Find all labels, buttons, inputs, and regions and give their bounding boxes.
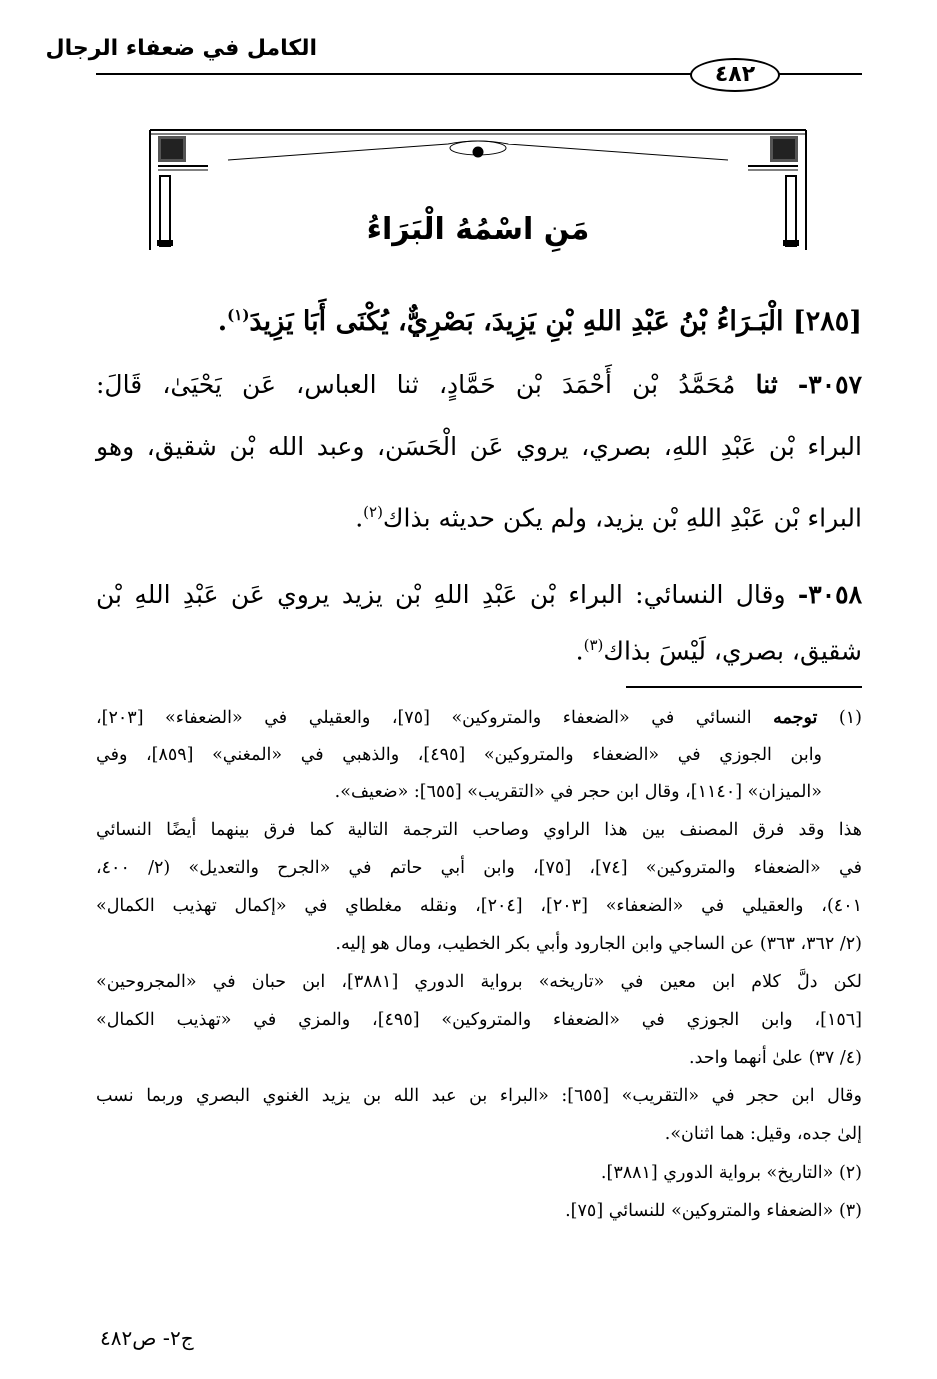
paragraph-3057-line-1 [96, 370, 862, 399]
footnote-1-line-9: [١٥٦]، وابن الجوزي في «الضعفاء والمتروكين» [٤٩٥]، والمزي في «تهذيب الكمال» [96, 1010, 862, 1030]
footnote-ref-1: (١) [227, 306, 250, 324]
footnote-1-line-4: هذا وقد فرق المصنف بين هذا الراوي وصاحب الترجمة التالية كما فرق بينهما أيضًا النسائي [96, 820, 862, 840]
paragraph-3057-line-2: البراء بْن عَبْدِ اللهِ، بصري، يروي عَن الْحَسَن، وعبد الله بْن شقيق، وهو [96, 432, 862, 461]
center-ornament [228, 141, 728, 160]
page-number: ٤٨٢ [690, 58, 780, 92]
footnote-separator [626, 686, 862, 688]
chapter-title: مَنِ اسْمُهُ الْبَرَاءُ [366, 212, 590, 247]
footnote-1-line-8: لكن دلَّ كلام ابن معين في «تاريخه» برواية الدوري [٣٨٨١]، ابن حبان في «المجروحين» [96, 972, 862, 992]
footnote-marker: (٣) [838, 1201, 862, 1221]
footnote-ref-3: (٣) [583, 636, 604, 654]
footnote-2 [601, 1163, 862, 1183]
paragraph-3058-line-1 [96, 580, 862, 609]
footnote-lead: توجمه [773, 708, 818, 728]
entry-heading-text: [٢٨٥] الْبَـرَاءُ بْنُ عَبْدِ اللهِ بْنِ يَزِيدَ، بَصْرِيٌّ، يُكْنَى أَبَا يَزِيدَ [249, 306, 862, 337]
footnote-1-line-2: وابن الجوزي في «الضعفاء والمتروكين» [٤٩٥]، والذهبي في «المغني» [٨٥٩]، وفي [96, 745, 823, 765]
paragraph-text: شقيق، بصري، لَيْسَ بذاك [603, 636, 862, 666]
paragraph-end: . [575, 636, 584, 666]
footnote-1-line-10: (٤/ ٣٧) علىٰ أنهما واحد. [689, 1048, 862, 1068]
footnote-1-line-5: في «الضعفاء والمتروكين» [٧٤]، [٧٥]، وابن أبي حاتم في «الجرح والتعديل» (٢/ ٤٠٠، [96, 858, 862, 878]
narration-number-3057: ٣٠٥٧- [797, 370, 862, 399]
footnote-text: «التاريخ» برواية الدوري [٣٨٨١]. [600, 1163, 834, 1183]
paragraph-text: البراء بْن عَبْدِ اللهِ بْن يزيد، ولم يكن حديثه بذاك [382, 503, 862, 533]
footnote-1-line-6: ٤٠١)، والعقيلي في «الضعفاء» [٢٠٣]، [٢٠٤]، ونقله مغلطاي في «إكمال تهذيب الكمال» [96, 896, 862, 916]
entry-heading [218, 306, 862, 337]
footnote-marker: (١) [838, 708, 862, 728]
footnote-3 [565, 1201, 862, 1221]
paragraph-3057-line-3 [355, 503, 862, 532]
footnote-1-line-11: وقال ابن حجر في «التقريب» [٦٥٥]: «البراء بن عبد الله بن يزيد الغنوي البصري وربما نسب [96, 1086, 862, 1106]
paragraph-3058-line-2 [576, 636, 862, 665]
narration-number-3058: ٣٠٥٨- [797, 580, 862, 609]
volume-page-reference: ج٢- ص٤٨٢ [100, 1326, 194, 1350]
footnote-text: «الضعفاء والمتروكين» للنسائي [٧٥]. [565, 1201, 834, 1221]
narration-lead-word: ثنا [755, 370, 778, 399]
paragraph-text: مُحَمَّدُ بْن أَحْمَدَ بْن حَمَّادٍ، ثنا العباس، عَن يَحْيَىٰ، قَالَ: [96, 370, 736, 399]
footnote-text: النسائي في «الضعفاء والمتروكين» [٧٥]، والعقيلي في «الضعفاء» [٢٠٣]، [96, 708, 752, 728]
footnote-1-line-1 [96, 708, 862, 728]
footnote-1-line-7: (٢/ ٣٦٢، ٣٦٣) عن الساجي وابن الجارود وأبي بكر الخطيب، ومال هو إليه. [335, 934, 862, 954]
entry-heading-end: . [217, 306, 228, 337]
footnote-1-line-12: إلىٰ جده، وقيل: هما اثنان». [664, 1124, 862, 1144]
footnote-ref-2: (٢) [363, 503, 383, 521]
paragraph-end: . [355, 503, 364, 533]
footnote-marker: (٢) [838, 1163, 862, 1183]
paragraph-text: وقال النسائي: البراء بْن عَبْدِ اللهِ بْن يزيد يروي عَن عَبْدِ اللهِ بْن [96, 580, 786, 609]
footnote-1-line-3: «الميزان» [١١٤٠]، وقال ابن حجر في «التقريب» [٦٥٥]: «ضعيف». [334, 782, 822, 802]
running-title: الكامل في ضعفاء الرجال [45, 36, 317, 61]
